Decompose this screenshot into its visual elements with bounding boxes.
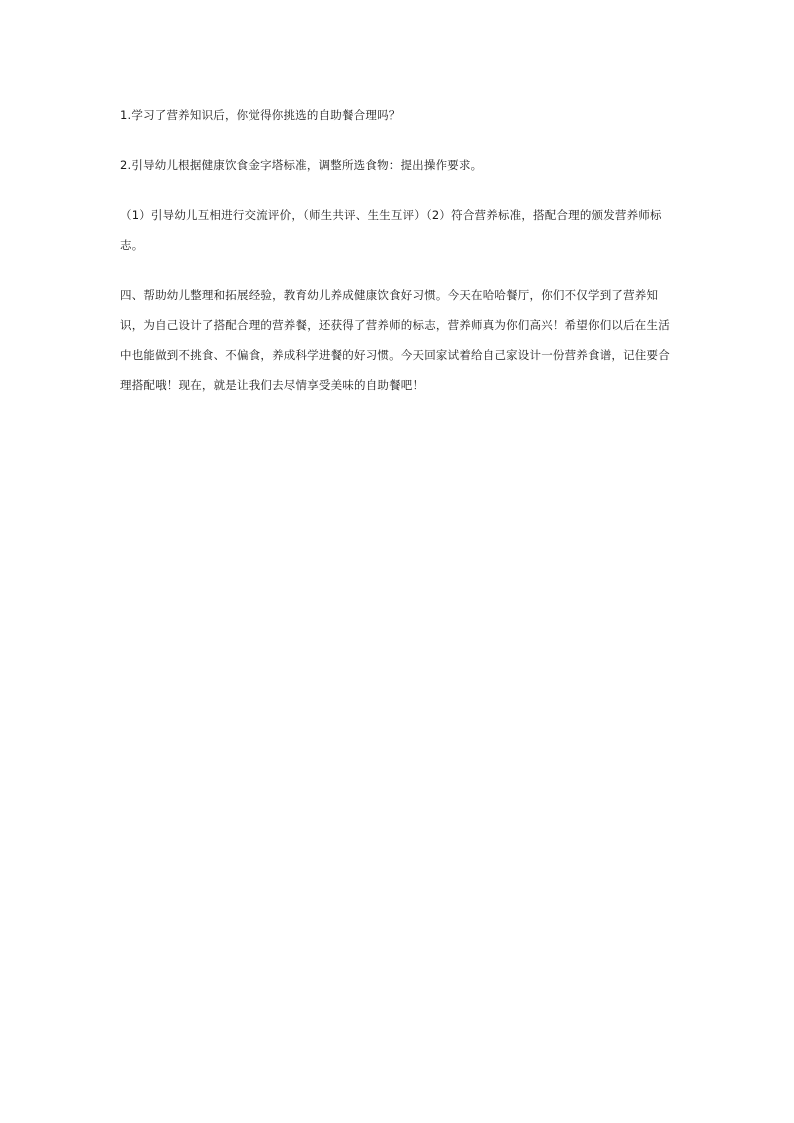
paragraph-step-2: 2.引导幼儿根据健康饮食金字塔标准，调整所选食物：提出操作要求。 [120, 158, 483, 172]
paragraph-section-4: 四、帮助幼儿整理和拓展经验，教育幼儿养成健康饮食好习惯。今天在哈哈餐厅，你们不仅学到了营养知识，为自己设计了搭配合理的营养餐，还获得了营养师的标志，营养师真为你们高兴！希望你们以后在生活中也能做到不挑食、不偏食，养成科学进餐的好习惯。今天回家试着给自己家设计一份营养食谱，记住要合理搭配哦！现在，就是让我们去尽情享受美味的自助餐吧！ [120, 288, 670, 392]
document-body [120, 100, 680, 400]
paragraph-question-1: 1.学习了营养知识后，你觉得你挑选的自助餐合理吗？ [120, 108, 401, 122]
paragraph-evaluation: （1）引导幼儿互相进行交流评价，（师生共评、生生互评）（2）符合营养标准，搭配合理的颁发营养师标志。 [120, 208, 662, 252]
